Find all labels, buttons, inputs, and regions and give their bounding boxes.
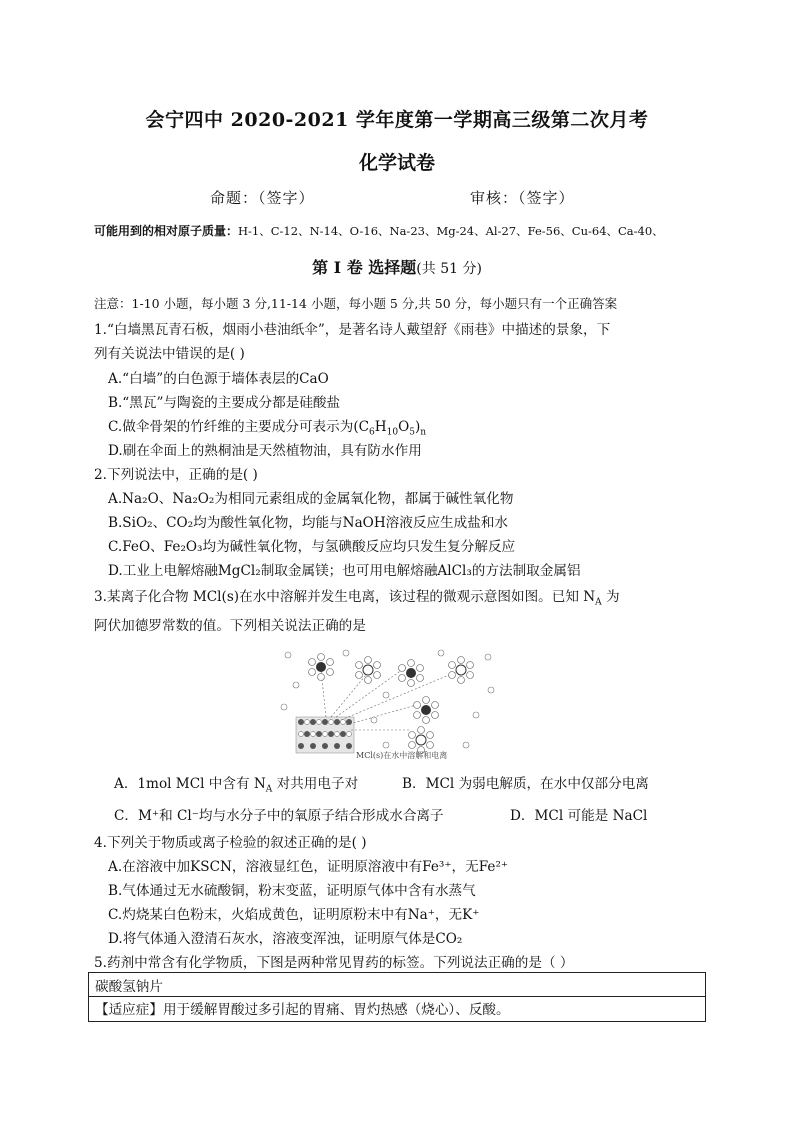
q2-option-c: C.FeO、Fe₂O₃均为碱性氧化物，与氢碘酸反应均只发生复分解反应: [108, 539, 516, 555]
q4-option-b: B.气体通过无水硫酸铜，粉末变蓝，证明原气体中含有水蒸气: [108, 883, 476, 899]
q2-stem: 2.下列说法中，正确的是( ): [94, 467, 258, 483]
drug-label-name: 碳酸氢钠片: [88, 972, 706, 997]
q3-stem-sub: A: [595, 597, 602, 608]
q1-stem-line1: 1.“白墙黑瓦青石板，烟雨小巷油纸伞”，是著名诗人戴望舒《雨巷》中描述的景象，下: [94, 322, 611, 338]
q3-option-c: C．M⁺和 Cl⁻均与水分子中的氧原子结合形成水合离子: [114, 808, 444, 824]
q2-option-a: A.Na₂O、Na₂O₂为相同元素组成的金属氧化物，都属于碱性氧化物: [108, 491, 514, 507]
ion-dissolution-figure: [276, 645, 506, 763]
atomic-masses: [94, 222, 664, 239]
exam-title: 会宁四中 2020-2021 学年度第一学期高三级第二次月考: [145, 109, 649, 131]
crystal-lattice: [296, 717, 354, 753]
q4-option-c: C.灼烧某白色粉末，火焰成黄色，证明原粉末中有Na⁺，无K⁺: [108, 907, 480, 923]
q3-stem-line1: [94, 585, 620, 608]
q1-option-d: D.刷在伞面上的熟桐油是天然植物油，具有防水作用: [108, 443, 422, 459]
q1-option-c: C.做伞骨架的竹纤维的主要成分可表示为$(C_6H_{10}O_5)_n$: [108, 419, 427, 438]
q1-option-b: B.“黑瓦”与陶瓷的主要成分都是硅酸盐: [108, 395, 341, 411]
section-title-text: 第 I 卷 选择题: [312, 258, 417, 277]
q3-option-a-sub: A: [265, 784, 273, 795]
q3-option-b: B．MCl 为弱电解质，在水中仅部分电离: [402, 776, 649, 792]
q5-stem: 5.药剂中常含有化学物质，下图是两种常见胃药的标签。下列说法正确的是（ ）: [94, 955, 574, 971]
exam-subtitle: 化学试卷: [358, 152, 435, 174]
drug-label-indication: 【适应症】用于缓解胃酸过多引起的胃痛、胃灼热感（烧心）、反酸。: [88, 996, 706, 1022]
q2-option-d: D.工业上电解熔融MgCl₂制取金属镁；也可用电解熔融AlCl₃的方法制取金属铝: [108, 563, 581, 579]
setter-signature: 命题：（签字）: [210, 189, 315, 207]
q2-option-b: B.SiO₂、CO₂均为酸性氧化物，均能与NaOH溶液反应生成盐和水: [108, 515, 509, 531]
q3-stem-text: 3.某离子化合物 MCl(s)在水中溶解并发生电离，该过程的微观示意图如图。已知 N: [94, 589, 596, 605]
q3-stem-line2: 阿伏加德罗常数的值。下列相关说法正确的是: [94, 618, 366, 634]
q3-option-d: D．MCl 可能是 NaCl: [510, 808, 648, 824]
reviewer-signature: 审核：（签字）: [470, 189, 575, 207]
note: 注意：1-10 小题，每小题 3 分,11-14 小题，每小题 5 分,共 50 分，每小题只有一个正确答案: [94, 296, 618, 311]
atomic-masses-values: H-1、C-12、N-14、O-16、Na-23、Mg-24、Al-27、Fe-56、Cu-64、Ca-40、: [238, 224, 664, 238]
q3-stem-end: 为: [601, 589, 620, 605]
q1-option-a: A.“白墙”的白色源于墙体表层的CaO: [108, 371, 329, 387]
figure-caption: MCl(s)在水中溶解和电离: [356, 751, 448, 760]
q3-option-a-end: 对共用电子对: [272, 776, 359, 792]
atomic-masses-label: 可能用到的相对原子质量：: [94, 224, 239, 238]
q4-option-a: A.在溶液中加KSCN，溶液显红色，证明原溶液中有Fe³⁺，无Fe²⁺: [108, 859, 509, 875]
section-title: [0, 255, 794, 278]
section-score: (共 51 分): [416, 261, 482, 277]
q1-option-c-text: C.做伞骨架的竹纤维的主要成分可表示为(C: [108, 419, 370, 435]
q1-stem-line2: 列有关说法中错误的是( ): [94, 346, 245, 362]
q3-option-a: [114, 772, 358, 795]
q4-stem: 4.下列关于物质或离子检验的叙述正确的是( ): [94, 835, 367, 851]
q3-option-a-text: A．1mol MCl 中含有 N: [114, 776, 266, 792]
q4-option-d: D.将气体通入澄清石灰水，溶液变浑浊，证明原气体是CO₂: [108, 931, 463, 947]
